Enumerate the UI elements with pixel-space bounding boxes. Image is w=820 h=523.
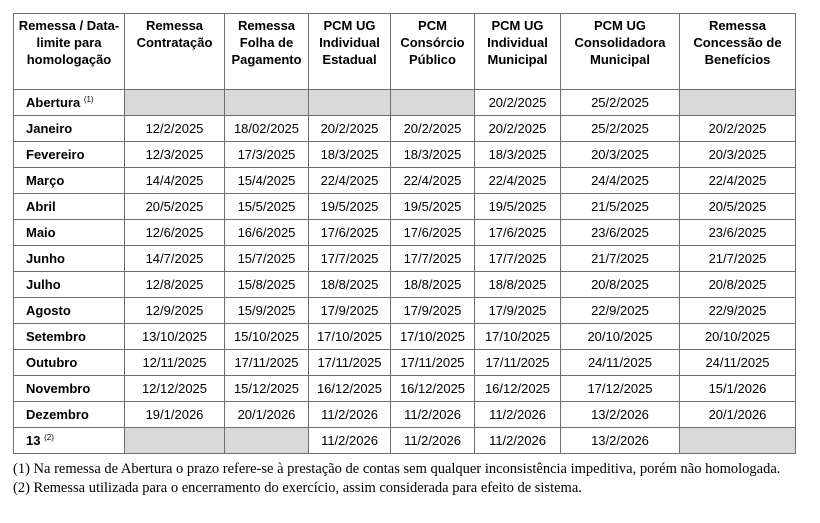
header-pcm-estadual: PCM UG Individual Estadual bbox=[309, 14, 391, 90]
date-cell: 20/2/2025 bbox=[680, 116, 796, 142]
date-cell: 17/3/2025 bbox=[225, 142, 309, 168]
date-cell: 15/1/2026 bbox=[680, 376, 796, 402]
date-cell: 11/2/2026 bbox=[391, 402, 475, 428]
date-cell: 20/2/2025 bbox=[475, 90, 561, 116]
header-folha: Remessa Folha de Pagamento bbox=[225, 14, 309, 90]
header-pcm-municipal: PCM UG Individual Municipal bbox=[475, 14, 561, 90]
date-cell: 20/2/2025 bbox=[391, 116, 475, 142]
date-cell: 24/4/2025 bbox=[561, 168, 680, 194]
footnote-1: (1) Na remessa de Abertura o prazo refere-se à prestação de contas sem qualquer inconsistência impeditiva, porém não homologada. bbox=[13, 461, 781, 477]
date-cell: 20/10/2025 bbox=[561, 324, 680, 350]
date-cell: 25/2/2025 bbox=[561, 116, 680, 142]
date-cell: 17/9/2025 bbox=[309, 298, 391, 324]
date-cell: 25/2/2025 bbox=[561, 90, 680, 116]
date-cell: 20/8/2025 bbox=[680, 272, 796, 298]
footnote-marker: (2) bbox=[44, 433, 54, 442]
date-cell: 23/6/2025 bbox=[561, 220, 680, 246]
date-cell: 11/2/2026 bbox=[475, 428, 561, 454]
date-cell bbox=[309, 90, 391, 116]
date-cell: 18/3/2025 bbox=[309, 142, 391, 168]
row-label bbox=[14, 168, 125, 194]
date-cell: 20/1/2026 bbox=[225, 402, 309, 428]
date-cell bbox=[225, 90, 309, 116]
header-contratacao: Remessa Contratação bbox=[125, 14, 225, 90]
date-cell: 15/8/2025 bbox=[225, 272, 309, 298]
date-cell: 16/12/2025 bbox=[309, 376, 391, 402]
header-remessa: Remessa / Data-limite para homologação bbox=[14, 14, 125, 90]
date-cell: 19/5/2025 bbox=[391, 194, 475, 220]
date-cell: 22/4/2025 bbox=[475, 168, 561, 194]
row-label bbox=[14, 220, 125, 246]
date-cell: 21/7/2025 bbox=[680, 246, 796, 272]
date-cell: 17/11/2025 bbox=[309, 350, 391, 376]
row-label-text: Março bbox=[26, 173, 65, 188]
date-cell: 20/1/2026 bbox=[680, 402, 796, 428]
date-cell bbox=[125, 428, 225, 454]
date-cell: 17/7/2025 bbox=[309, 246, 391, 272]
date-cell: 20/10/2025 bbox=[680, 324, 796, 350]
date-cell: 17/11/2025 bbox=[225, 350, 309, 376]
table-row bbox=[14, 324, 796, 350]
header-row bbox=[14, 14, 796, 90]
date-cell: 17/9/2025 bbox=[475, 298, 561, 324]
date-cell: 17/10/2025 bbox=[391, 324, 475, 350]
date-cell: 18/3/2025 bbox=[475, 142, 561, 168]
date-cell: 12/3/2025 bbox=[125, 142, 225, 168]
date-cell: 11/2/2026 bbox=[475, 402, 561, 428]
date-cell: 17/12/2025 bbox=[561, 376, 680, 402]
date-cell: 22/4/2025 bbox=[309, 168, 391, 194]
row-label-text: Abertura bbox=[26, 95, 81, 110]
date-cell: 21/7/2025 bbox=[561, 246, 680, 272]
row-label-text: Junho bbox=[26, 251, 65, 266]
date-cell: 20/5/2025 bbox=[680, 194, 796, 220]
date-cell: 23/6/2025 bbox=[680, 220, 796, 246]
row-label bbox=[14, 428, 125, 454]
date-cell: 15/5/2025 bbox=[225, 194, 309, 220]
header-pcm-consolidadora: PCM UG Consolidadora Municipal bbox=[561, 14, 680, 90]
date-cell: 20/8/2025 bbox=[561, 272, 680, 298]
footnotes bbox=[13, 460, 803, 497]
header-pcm-consorcio: PCM Consórcio Público bbox=[391, 14, 475, 90]
date-cell: 17/9/2025 bbox=[391, 298, 475, 324]
row-label-text: Janeiro bbox=[26, 121, 73, 136]
row-label-text: Agosto bbox=[26, 303, 71, 318]
date-cell: 14/4/2025 bbox=[125, 168, 225, 194]
date-cell: 20/2/2025 bbox=[309, 116, 391, 142]
date-cell: 11/2/2026 bbox=[309, 428, 391, 454]
date-cell: 11/2/2026 bbox=[391, 428, 475, 454]
table-row bbox=[14, 350, 796, 376]
date-cell: 12/8/2025 bbox=[125, 272, 225, 298]
date-cell: 15/4/2025 bbox=[225, 168, 309, 194]
date-cell: 20/2/2025 bbox=[475, 116, 561, 142]
table-row bbox=[14, 298, 796, 324]
table-row bbox=[14, 168, 796, 194]
table-row bbox=[14, 142, 796, 168]
date-cell: 19/1/2026 bbox=[125, 402, 225, 428]
date-cell: 14/7/2025 bbox=[125, 246, 225, 272]
date-cell: 16/12/2025 bbox=[475, 376, 561, 402]
table-row bbox=[14, 220, 796, 246]
date-cell: 18/8/2025 bbox=[391, 272, 475, 298]
row-label bbox=[14, 194, 125, 220]
date-cell bbox=[680, 428, 796, 454]
date-cell: 17/11/2025 bbox=[475, 350, 561, 376]
date-cell: 24/11/2025 bbox=[680, 350, 796, 376]
date-cell: 13/10/2025 bbox=[125, 324, 225, 350]
date-cell: 24/11/2025 bbox=[561, 350, 680, 376]
date-cell: 18/8/2025 bbox=[309, 272, 391, 298]
deadline-table-container bbox=[13, 13, 795, 454]
date-cell: 17/10/2025 bbox=[309, 324, 391, 350]
table-row bbox=[14, 246, 796, 272]
row-label-text: Setembro bbox=[26, 329, 86, 344]
date-cell: 12/9/2025 bbox=[125, 298, 225, 324]
date-cell: 15/10/2025 bbox=[225, 324, 309, 350]
row-label bbox=[14, 402, 125, 428]
table-row bbox=[14, 272, 796, 298]
date-cell: 18/8/2025 bbox=[475, 272, 561, 298]
date-cell: 12/12/2025 bbox=[125, 376, 225, 402]
table-row bbox=[14, 116, 796, 142]
table-row bbox=[14, 428, 796, 454]
table-row bbox=[14, 402, 796, 428]
date-cell: 15/12/2025 bbox=[225, 376, 309, 402]
row-label bbox=[14, 272, 125, 298]
row-label-text: Julho bbox=[26, 277, 61, 292]
date-cell bbox=[680, 90, 796, 116]
row-label-text: Outubro bbox=[26, 355, 78, 370]
date-cell: 17/7/2025 bbox=[475, 246, 561, 272]
row-label bbox=[14, 298, 125, 324]
table-row bbox=[14, 90, 796, 116]
row-label-text: Fevereiro bbox=[26, 147, 85, 162]
row-label bbox=[14, 90, 125, 116]
date-cell: 11/2/2026 bbox=[309, 402, 391, 428]
date-cell: 17/7/2025 bbox=[391, 246, 475, 272]
date-cell: 17/6/2025 bbox=[475, 220, 561, 246]
date-cell: 19/5/2025 bbox=[309, 194, 391, 220]
date-cell bbox=[125, 90, 225, 116]
deadline-table bbox=[13, 13, 796, 454]
table-row bbox=[14, 194, 796, 220]
date-cell: 18/02/2025 bbox=[225, 116, 309, 142]
date-cell: 22/4/2025 bbox=[680, 168, 796, 194]
date-cell: 17/6/2025 bbox=[309, 220, 391, 246]
footnote-2: (2) Remessa utilizada para o encerramento do exercício, assim considerada para efeito de sistema. bbox=[13, 479, 582, 496]
row-label-text: 13 bbox=[26, 433, 41, 448]
date-cell bbox=[391, 90, 475, 116]
row-label-text: Novembro bbox=[26, 381, 91, 396]
date-cell: 22/9/2025 bbox=[561, 298, 680, 324]
date-cell: 12/11/2025 bbox=[125, 350, 225, 376]
row-label-text: Maio bbox=[26, 225, 56, 240]
date-cell: 17/10/2025 bbox=[475, 324, 561, 350]
row-label-text: Abril bbox=[26, 199, 56, 214]
date-cell: 13/2/2026 bbox=[561, 402, 680, 428]
row-label bbox=[14, 350, 125, 376]
row-label bbox=[14, 246, 125, 272]
date-cell: 22/4/2025 bbox=[391, 168, 475, 194]
date-cell bbox=[225, 428, 309, 454]
date-cell: 20/3/2025 bbox=[561, 142, 680, 168]
date-cell: 16/12/2025 bbox=[391, 376, 475, 402]
date-cell: 22/9/2025 bbox=[680, 298, 796, 324]
table-row bbox=[14, 376, 796, 402]
date-cell: 20/5/2025 bbox=[125, 194, 225, 220]
row-label bbox=[14, 142, 125, 168]
date-cell: 15/7/2025 bbox=[225, 246, 309, 272]
date-cell: 21/5/2025 bbox=[561, 194, 680, 220]
date-cell: 20/3/2025 bbox=[680, 142, 796, 168]
date-cell: 17/11/2025 bbox=[391, 350, 475, 376]
date-cell: 13/2/2026 bbox=[561, 428, 680, 454]
date-cell: 16/6/2025 bbox=[225, 220, 309, 246]
row-label bbox=[14, 324, 125, 350]
row-label bbox=[14, 116, 125, 142]
date-cell: 18/3/2025 bbox=[391, 142, 475, 168]
date-cell: 12/2/2025 bbox=[125, 116, 225, 142]
footnote-marker: (1) bbox=[83, 95, 94, 104]
date-cell: 19/5/2025 bbox=[475, 194, 561, 220]
row-label bbox=[14, 376, 125, 402]
date-cell: 17/6/2025 bbox=[391, 220, 475, 246]
date-cell: 12/6/2025 bbox=[125, 220, 225, 246]
header-beneficios: Remessa Concessão de Benefícios bbox=[680, 14, 796, 90]
row-label-text: Dezembro bbox=[26, 407, 89, 422]
date-cell: 15/9/2025 bbox=[225, 298, 309, 324]
